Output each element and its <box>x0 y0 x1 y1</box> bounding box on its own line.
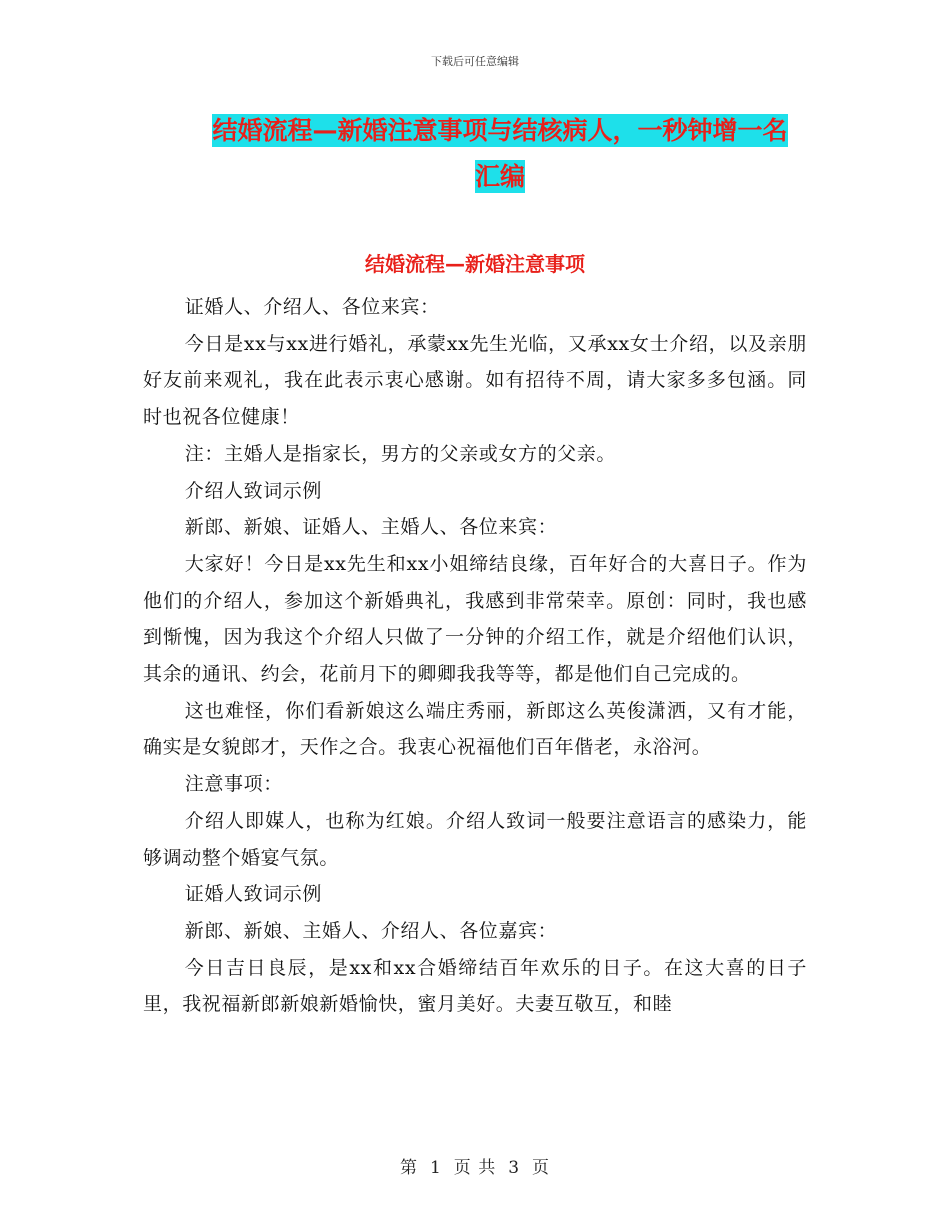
header-note: 下载后可任意编辑 <box>431 55 519 68</box>
footer-prefix: 第 <box>399 1158 418 1178</box>
page-footer <box>0 1153 950 1178</box>
paragraph: 介绍人即媒人，也称为红娘。介绍人致词一般要注意语言的感染力，能够调动整个婚宴气氛。 <box>143 809 807 869</box>
paragraph: 介绍人致词示例 <box>184 479 322 502</box>
paragraph: 新郎、新娘、主婚人、介绍人、各位嘉宾： <box>184 919 558 942</box>
paragraph: 今日是xx与xx进行婚礼，承蒙xx先生光临，又承xx女士介绍，以及亲朋好友前来观礼，我在此表示衷心感谢。如有招待不周，请大家多多包涵。同时也祝各位健康！ <box>143 332 807 429</box>
paragraph: 新郎、新娘、证婚人、主婚人、各位来宾： <box>184 516 558 539</box>
main-title-line-2: 汇编 <box>474 162 525 191</box>
paragraph: 注意事项： <box>184 773 283 796</box>
paragraph: 证婚人致词示例 <box>184 883 322 906</box>
main-title-line-1: 结婚流程—新婚注意事项与结核病人，一秒钟增一名 <box>212 116 788 145</box>
paragraph: 注：主婚人是指家长，男方的父亲或女方的父亲。 <box>184 442 616 465</box>
document-body <box>143 289 807 1023</box>
footer-total-pages: 3 <box>508 1158 521 1178</box>
paragraph: 今日吉日良辰，是xx和xx合婚缔结百年欢乐的日子。在这大喜的日子里，我祝福新郎新娘新婚愉快，蜜月美好。夫妻互敬互，和睦 <box>143 956 807 1016</box>
paragraph: 大家好！今日是xx先生和xx小姐缔结良缘，百年好合的大喜日子。作为他们的介绍人，参加这个新婚典礼，我感到非常荣幸。原创：同时，我也感到惭愧，因为我这个介绍人只做了一分钟的介绍工作，就是介绍他们认识，其余的通讯、约会，花前月下的卿卿我我等等，都是他们自己完成的。 <box>143 552 807 686</box>
footer-suffix: 页 <box>532 1158 551 1178</box>
section-title: 结婚流程—新婚注意事项 <box>365 252 585 276</box>
footer-middle: 页 共 <box>453 1158 497 1178</box>
paragraph: 证婚人、介绍人、各位来宾： <box>184 296 440 318</box>
main-title <box>190 108 810 200</box>
footer-page-number: 1 <box>429 1158 442 1178</box>
paragraph: 这也难怪，你们看新娘这么端庄秀丽，新郎这么英俊潇洒，又有才能，确实是女貌郎才，天作之合。我衷心祝福他们百年偕老，永浴河。 <box>143 699 807 759</box>
